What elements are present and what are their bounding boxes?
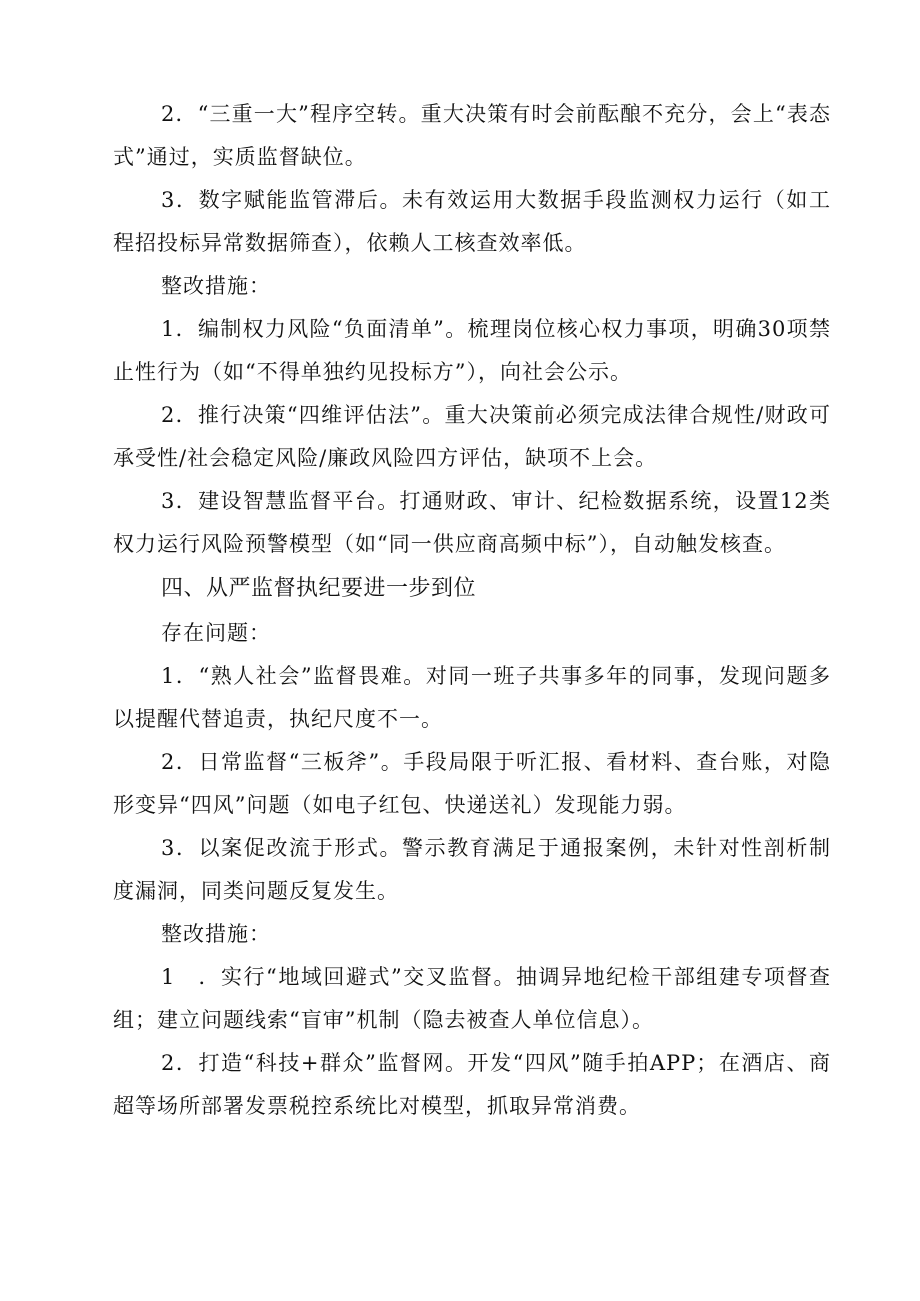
para-measure-3-smart-platform: 3．建设智慧监督平台。打通财政、审计、纪检数据系统，设置12类权力运行风险预警模型（如“同一供应商高频中标”），自动触发核查。: [113, 489, 831, 556]
para-problem-1-acquaintance: 1．“熟人社会”监督畏难。对同一班子共事多年的同事，发现问题多以提醒代替追责，执纪尺度不一。: [113, 664, 831, 731]
label-existing-problems: 存在问题：: [161, 621, 271, 645]
section-heading-four: 四、从严监督执纪要进一步到位: [161, 576, 477, 601]
document-body: [113, 93, 831, 1128]
para-measure-1-regional-avoidance: 1 ．实行“地域回避式”交叉监督。抽调异地纪检干部组建专项督查组；建立问题线索“盲审”机制（隐去被查人单位信息）。: [113, 965, 831, 1032]
para-measure-2-four-dimension: 2．推行决策“四维评估法”。重大决策前必须完成法律合规性/财政可承受性/社会稳定风险/廉政风险四方评估，缺项不上会。: [113, 403, 831, 470]
para-issue-3-digital-supervision: 3．数字赋能监管滞后。未有效运用大数据手段监测权力运行（如工程招投标异常数据筛查），依赖人工核查效率低。: [113, 188, 831, 255]
para-issue-2-three-important-one-large: 2．“三重一大”程序空转。重大决策有时会前酝酿不充分，会上“表态式”通过，实质监督缺位。: [113, 102, 831, 169]
label-rectification-measures: 整改措施：: [161, 274, 271, 298]
para-problem-3-case-reform: 3．以案促改流于形式。警示教育满足于通报案例，未针对性剖析制度漏洞，同类问题反复发生。: [113, 836, 831, 903]
para-problem-2-three-axes: 2．日常监督“三板斧”。手段局限于听汇报、看材料、查台账，对隐形变异“四风”问题（如电子红包、快递送礼）发现能力弱。: [113, 750, 831, 817]
para-measure-2-tech-public: 2．打造“科技+群众”监督网。开发“四风”随手拍APP；在酒店、商超等场所部署发票税控系统比对模型，抓取异常消费。: [113, 1051, 831, 1118]
label-rectification-measures-2: 整改措施：: [161, 922, 271, 946]
para-measure-1-negative-list: 1．编制权力风险“负面清单”。梳理岗位核心权力事项，明确30项禁止性行为（如“不得单独约见投标方”），向社会公示。: [113, 317, 831, 384]
